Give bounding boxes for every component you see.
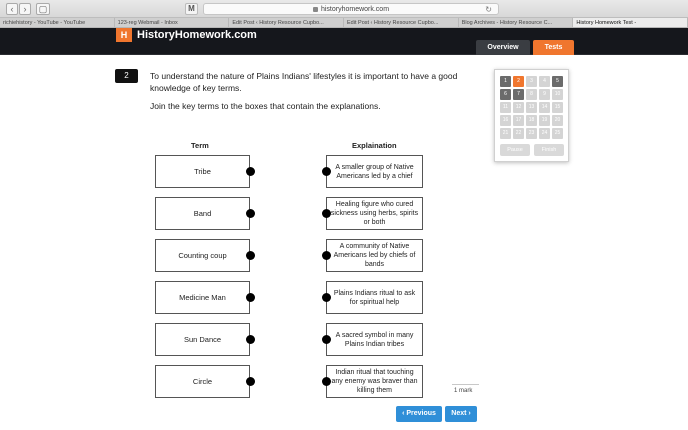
browser-tab[interactable]: Edit Post ‹ History Resource Cupbo... bbox=[229, 18, 344, 27]
explanation-connector-dot[interactable] bbox=[322, 167, 331, 176]
explanation-box[interactable]: Plains Indians ritual to ask for spiritual help bbox=[326, 281, 423, 314]
palette-question-cell[interactable]: 2 bbox=[513, 76, 524, 87]
term-connector-dot[interactable] bbox=[246, 377, 255, 386]
palette-question-cell[interactable]: 23 bbox=[526, 128, 537, 139]
palette-question-cell[interactable]: 9 bbox=[539, 89, 550, 100]
palette-question-cell[interactable]: 8 bbox=[526, 89, 537, 100]
sidebar-toggle-icon[interactable]: ▢ bbox=[36, 3, 50, 15]
lock-icon bbox=[313, 7, 318, 12]
palette-question-cell[interactable]: 18 bbox=[526, 115, 537, 126]
palette-question-cell[interactable]: 10 bbox=[552, 89, 563, 100]
palette-question-cell[interactable]: 3 bbox=[526, 76, 537, 87]
palette-question-cell[interactable]: 22 bbox=[513, 128, 524, 139]
palette-question-cell[interactable]: 5 bbox=[552, 76, 563, 87]
next-button[interactable]: Next › bbox=[445, 406, 477, 422]
term-connector-dot[interactable] bbox=[246, 209, 255, 218]
palette-question-cell[interactable]: 7 bbox=[513, 89, 524, 100]
explanation-connector-dot[interactable] bbox=[322, 251, 331, 260]
palette-question-cell[interactable]: 17 bbox=[513, 115, 524, 126]
palette-question-cell[interactable]: 13 bbox=[526, 102, 537, 113]
term-column-header: Term bbox=[191, 141, 209, 150]
extension-m-icon[interactable]: M bbox=[185, 3, 198, 15]
question-instruction: Join the key terms to the boxes that contain the explanations. bbox=[150, 101, 381, 111]
palette-question-cell[interactable]: 11 bbox=[500, 102, 511, 113]
palette-question-cell[interactable]: 19 bbox=[539, 115, 550, 126]
back-button[interactable]: ‹ bbox=[6, 3, 18, 15]
term-box[interactable]: Counting coup bbox=[155, 239, 250, 272]
browser-tab-active[interactable]: History Homework Test - bbox=[573, 18, 688, 27]
palette-question-cell[interactable]: 6 bbox=[500, 89, 511, 100]
explanation-connector-dot[interactable] bbox=[322, 209, 331, 218]
browser-tab[interactable]: Edit Post ‹ History Resource Cupbo... bbox=[344, 18, 459, 27]
explanation-connector-dot[interactable] bbox=[322, 335, 331, 344]
explanation-box[interactable]: Healing figure who cured sickness using herbs, spirits or both bbox=[326, 197, 423, 230]
browser-tab[interactable]: 123-reg Webmail - Inbox bbox=[115, 18, 230, 27]
term-box[interactable]: Circle bbox=[155, 365, 250, 398]
tab-tests[interactable]: Tests bbox=[533, 40, 574, 55]
address-text: historyhomework.com bbox=[320, 6, 390, 13]
browser-tab[interactable]: richiehistory - YouTube - YouTube bbox=[0, 18, 115, 27]
palette-question-cell[interactable]: 25 bbox=[552, 128, 563, 139]
finish-button[interactable]: Finish bbox=[534, 144, 564, 156]
term-connector-dot[interactable] bbox=[246, 335, 255, 344]
term-box[interactable]: Tribe bbox=[155, 155, 250, 188]
term-box[interactable]: Sun Dance bbox=[155, 323, 250, 356]
palette-question-cell[interactable]: 14 bbox=[539, 102, 550, 113]
question-palette bbox=[494, 69, 569, 162]
term-box[interactable]: Band bbox=[155, 197, 250, 230]
explanation-box[interactable]: A community of Native Americans led by chiefs of bands bbox=[326, 239, 423, 272]
palette-question-cell[interactable]: 4 bbox=[539, 76, 550, 87]
term-box[interactable]: Medicine Man bbox=[155, 281, 250, 314]
reload-icon[interactable]: ↻ bbox=[485, 5, 492, 14]
browser-tab[interactable]: Blog Archives - History Resource C... bbox=[459, 18, 574, 27]
palette-question-cell[interactable]: 20 bbox=[552, 115, 563, 126]
palette-question-cell[interactable]: 24 bbox=[539, 128, 550, 139]
question-number: 2 bbox=[115, 69, 138, 83]
question-palette-grid bbox=[500, 76, 563, 139]
palette-question-cell[interactable]: 1 bbox=[500, 76, 511, 87]
explanation-connector-dot[interactable] bbox=[322, 377, 331, 386]
explanation-column-header: Explaination bbox=[352, 141, 397, 150]
palette-question-cell[interactable]: 16 bbox=[500, 115, 511, 126]
address-bar[interactable] bbox=[203, 3, 499, 15]
explanation-connector-dot[interactable] bbox=[322, 293, 331, 302]
tab-bar bbox=[0, 18, 688, 28]
term-connector-dot[interactable] bbox=[246, 293, 255, 302]
explanation-box[interactable]: A sacred symbol in many Plains Indian tribes bbox=[326, 323, 423, 356]
tab-overview[interactable]: Overview bbox=[476, 40, 530, 55]
palette-question-cell[interactable]: 15 bbox=[552, 102, 563, 113]
browser-toolbar bbox=[0, 0, 688, 18]
explanation-box[interactable]: Indian ritual that touching any enemy was braver than killing them bbox=[326, 365, 423, 398]
explanation-box[interactable]: A smaller group of Native Americans led by a chief bbox=[326, 155, 423, 188]
term-connector-dot[interactable] bbox=[246, 251, 255, 260]
question-text: To understand the nature of Plains Indians' lifestyles it is important to have a good knowledge of key terms. bbox=[150, 71, 458, 93]
site-header bbox=[0, 28, 688, 55]
site-logo-text[interactable]: HistoryHomework.com bbox=[137, 29, 257, 41]
previous-button[interactable]: ‹ Previous bbox=[396, 406, 442, 422]
logo-icon[interactable]: H bbox=[116, 28, 132, 42]
mark-divider bbox=[452, 384, 479, 385]
forward-button[interactable]: › bbox=[19, 3, 31, 15]
palette-question-cell[interactable]: 21 bbox=[500, 128, 511, 139]
palette-question-cell[interactable]: 12 bbox=[513, 102, 524, 113]
term-connector-dot[interactable] bbox=[246, 167, 255, 176]
mark-count: 1 mark bbox=[454, 388, 473, 394]
pause-button[interactable]: Pause bbox=[500, 144, 530, 156]
